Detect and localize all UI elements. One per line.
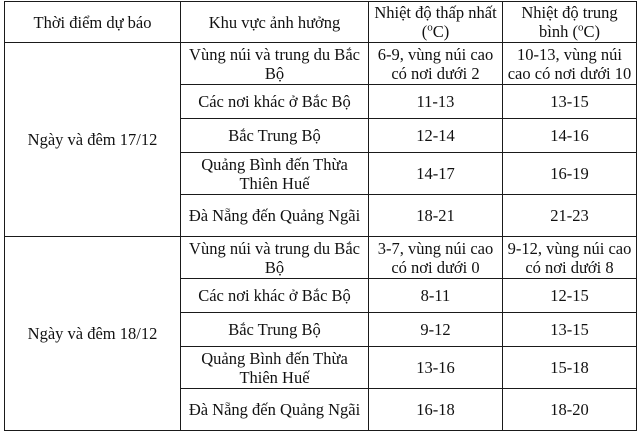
forecast-period: Ngày và đêm 18/12	[5, 237, 181, 431]
min-temp-cell: 14-17	[369, 153, 503, 195]
min-temp-cell: 16-18	[369, 389, 503, 431]
header-min-temp-label: Nhiệt độ thấp nhất (	[374, 3, 497, 41]
area-cell: Các nơi khác ở Bắc Bộ	[181, 279, 369, 313]
avg-temp-cell: 13-15	[503, 85, 637, 119]
min-temp-cell: 6-9, vùng núi cao có nơi dưới 2	[369, 43, 503, 85]
header-time: Thời điểm dự báo	[5, 2, 181, 43]
table-row	[5, 237, 637, 279]
area-cell: Đà Nẵng đến Quảng Ngãi	[181, 389, 369, 431]
forecast-table	[4, 1, 637, 431]
header-avg-temp	[503, 2, 637, 43]
area-cell: Quảng Bình đến Thừa Thiên Huế	[181, 153, 369, 195]
area-cell: Bắc Trung Bộ	[181, 313, 369, 347]
table-row	[5, 43, 637, 85]
avg-temp-cell: 15-18	[503, 347, 637, 389]
unit-suffix: C)	[432, 22, 450, 41]
header-area: Khu vực ảnh hưởng	[181, 2, 369, 43]
min-temp-cell: 18-21	[369, 195, 503, 237]
min-temp-cell: 3-7, vùng núi cao có nơi dưới 0	[369, 237, 503, 279]
area-cell: Vùng núi và trung du Bắc Bộ	[181, 43, 369, 85]
degree-sup: o	[577, 21, 584, 34]
header-min-temp	[369, 2, 503, 43]
min-temp-cell: 13-16	[369, 347, 503, 389]
avg-temp-cell: 14-16	[503, 119, 637, 153]
avg-temp-cell: 9-12, vùng núi cao có nơi dưới 8	[503, 237, 637, 279]
degree-sup: o	[427, 21, 433, 34]
unit-suffix: C)	[583, 22, 600, 41]
area-cell: Đà Nẵng đến Quảng Ngãi	[181, 195, 369, 237]
area-cell: Vùng núi và trung du Bắc Bộ	[181, 237, 369, 279]
avg-temp-cell: 16-19	[503, 153, 637, 195]
avg-temp-cell: 12-15	[503, 279, 637, 313]
min-temp-cell: 9-12	[369, 313, 503, 347]
min-temp-cell: 12-14	[369, 119, 503, 153]
header-avg-temp-label: Nhiệt độ trung bình (	[521, 3, 618, 41]
avg-temp-cell: 18-20	[503, 389, 637, 431]
area-cell: Quảng Bình đến Thừa Thiên Huế	[181, 347, 369, 389]
forecast-period: Ngày và đêm 17/12	[5, 43, 181, 237]
avg-temp-cell: 13-15	[503, 313, 637, 347]
header-row	[5, 2, 637, 43]
avg-temp-cell: 10-13, vùng núi cao có nơi dưới 10	[503, 43, 637, 85]
area-cell: Bắc Trung Bộ	[181, 119, 369, 153]
min-temp-cell: 11-13	[369, 85, 503, 119]
avg-temp-cell: 21-23	[503, 195, 637, 237]
area-cell: Các nơi khác ở Bắc Bộ	[181, 85, 369, 119]
min-temp-cell: 8-11	[369, 279, 503, 313]
